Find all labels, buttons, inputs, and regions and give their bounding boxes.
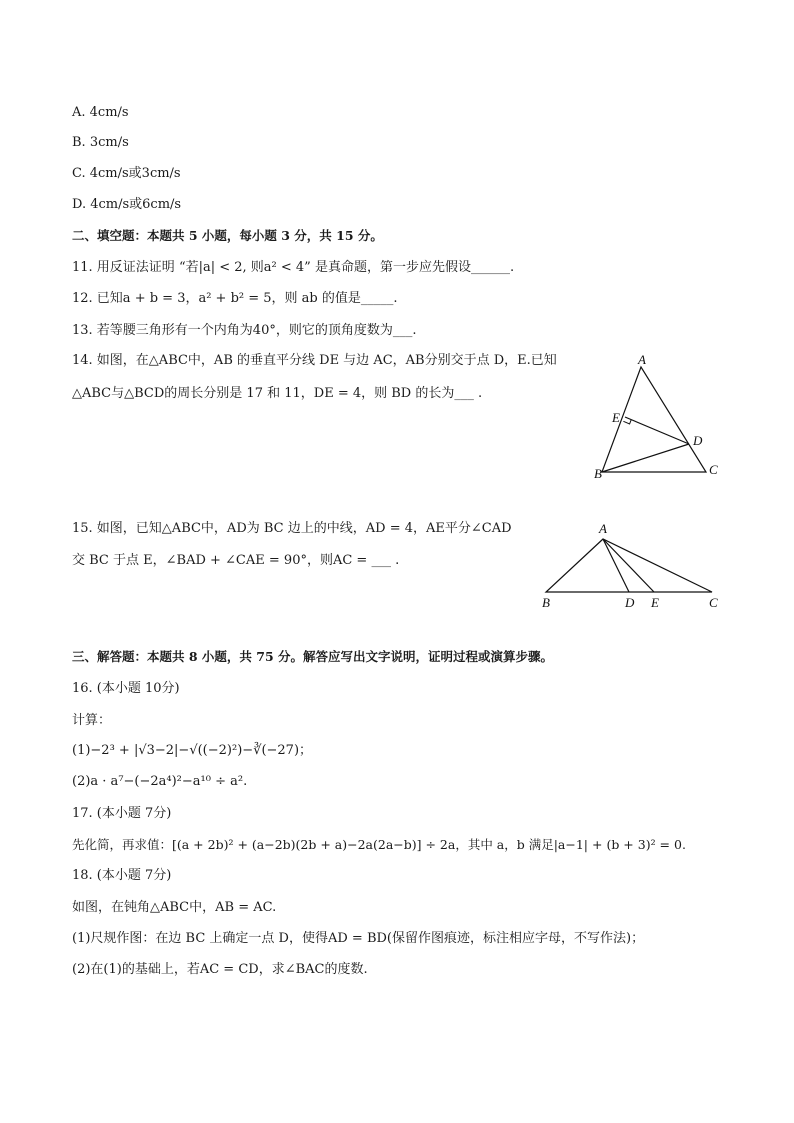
question-18-title: 18. (本小题 7分) (72, 868, 172, 883)
question-16-instruction: 计算： (72, 713, 112, 728)
option-a: A. 4cm/s (72, 105, 129, 120)
segment-de (625, 417, 689, 444)
label-d: D (625, 595, 635, 610)
question-14-line1: 14. 如图，在△ABC中，AB 的垂直平分线 DE 与边 AC，AB分别交于点 D，E.已知 (72, 353, 557, 368)
question-11: 11. 用反证法证明 “若|a| < 2, 则a² < 4” 是真命题，第一步应先假设______. (72, 260, 515, 275)
option-c: C. 4cm/s或3cm/s (72, 166, 181, 181)
question-18-text: 如图，在钝角△ABC中，AB = AC. (72, 900, 277, 915)
option-b: B. 3cm/s (72, 135, 129, 150)
question-16-title: 16. (本小题 10分) (72, 681, 180, 696)
segment-ae (603, 539, 654, 592)
question-15-line1: 15. 如图，已知△ABC中，AD为 BC 边上的中线，AD = 4，AE平分∠CAD (72, 521, 512, 536)
question-18-part1: (1)尺规作图：在边 BC 上确定一点 D，使得AD = BD(保留作图痕迹，标注相应字母，不写作法)； (72, 931, 645, 946)
question-17-title: 17. (本小题 7分) (72, 806, 172, 821)
question-13: 13. 若等腰三角形有一个内角为40°，则它的顶角度数为___. (72, 323, 417, 338)
question-18-part2: (2)在(1)的基础上，若AC = CD，求∠BAC的度数. (72, 962, 368, 977)
question-17-text: 先化简，再求值：[(a + 2b)² + (a−2b)(2b + a)−2a(2a−b)] ÷ 2a，其中 a，b 满足|a−1| + (b + 3)² = 0. (72, 837, 686, 852)
label-c: C (709, 462, 718, 477)
label-a: A (599, 521, 607, 536)
section3-heading: 三、解答题：本题共 8 小题，共 75 分。解答应写出文字说明，证明过程或演算步骤。 (72, 649, 554, 664)
section2-heading: 二、填空题：本题共 5 小题，每小题 3 分，共 15 分。 (72, 228, 383, 243)
label-c: C (709, 595, 718, 610)
figure-14 (585, 345, 725, 485)
right-angle-mark (623, 420, 631, 424)
question-16-part2: (2)a · a⁷−(−2a⁴)²−a¹⁰ ÷ a². (72, 774, 248, 789)
segment-ad (603, 539, 629, 592)
label-e: E (612, 410, 620, 425)
label-a: A (638, 352, 646, 367)
option-d: D. 4cm/s或6cm/s (72, 197, 182, 212)
question-15-line2: 交 BC 于点 E，∠BAD + ∠CAE = 90°，则AC = ___ . (72, 553, 400, 568)
label-b: B (594, 466, 602, 481)
segment-bd (602, 444, 689, 472)
question-14-line2: △ABC与△BCD的周长分别是 17 和 11，DE = 4，则 BD 的长为___ . (72, 386, 483, 401)
label-b: B (542, 595, 550, 610)
question-12: 12. 已知a + b = 3，a² + b² = 5，则 ab 的值是_____. (72, 291, 398, 306)
question-16-part1: (1)−2³ + |√3−2|−√((−2)²)−∛(−27)； (72, 743, 313, 758)
label-e: E (651, 595, 659, 610)
label-d: D (693, 433, 703, 448)
figure-15 (536, 518, 726, 618)
